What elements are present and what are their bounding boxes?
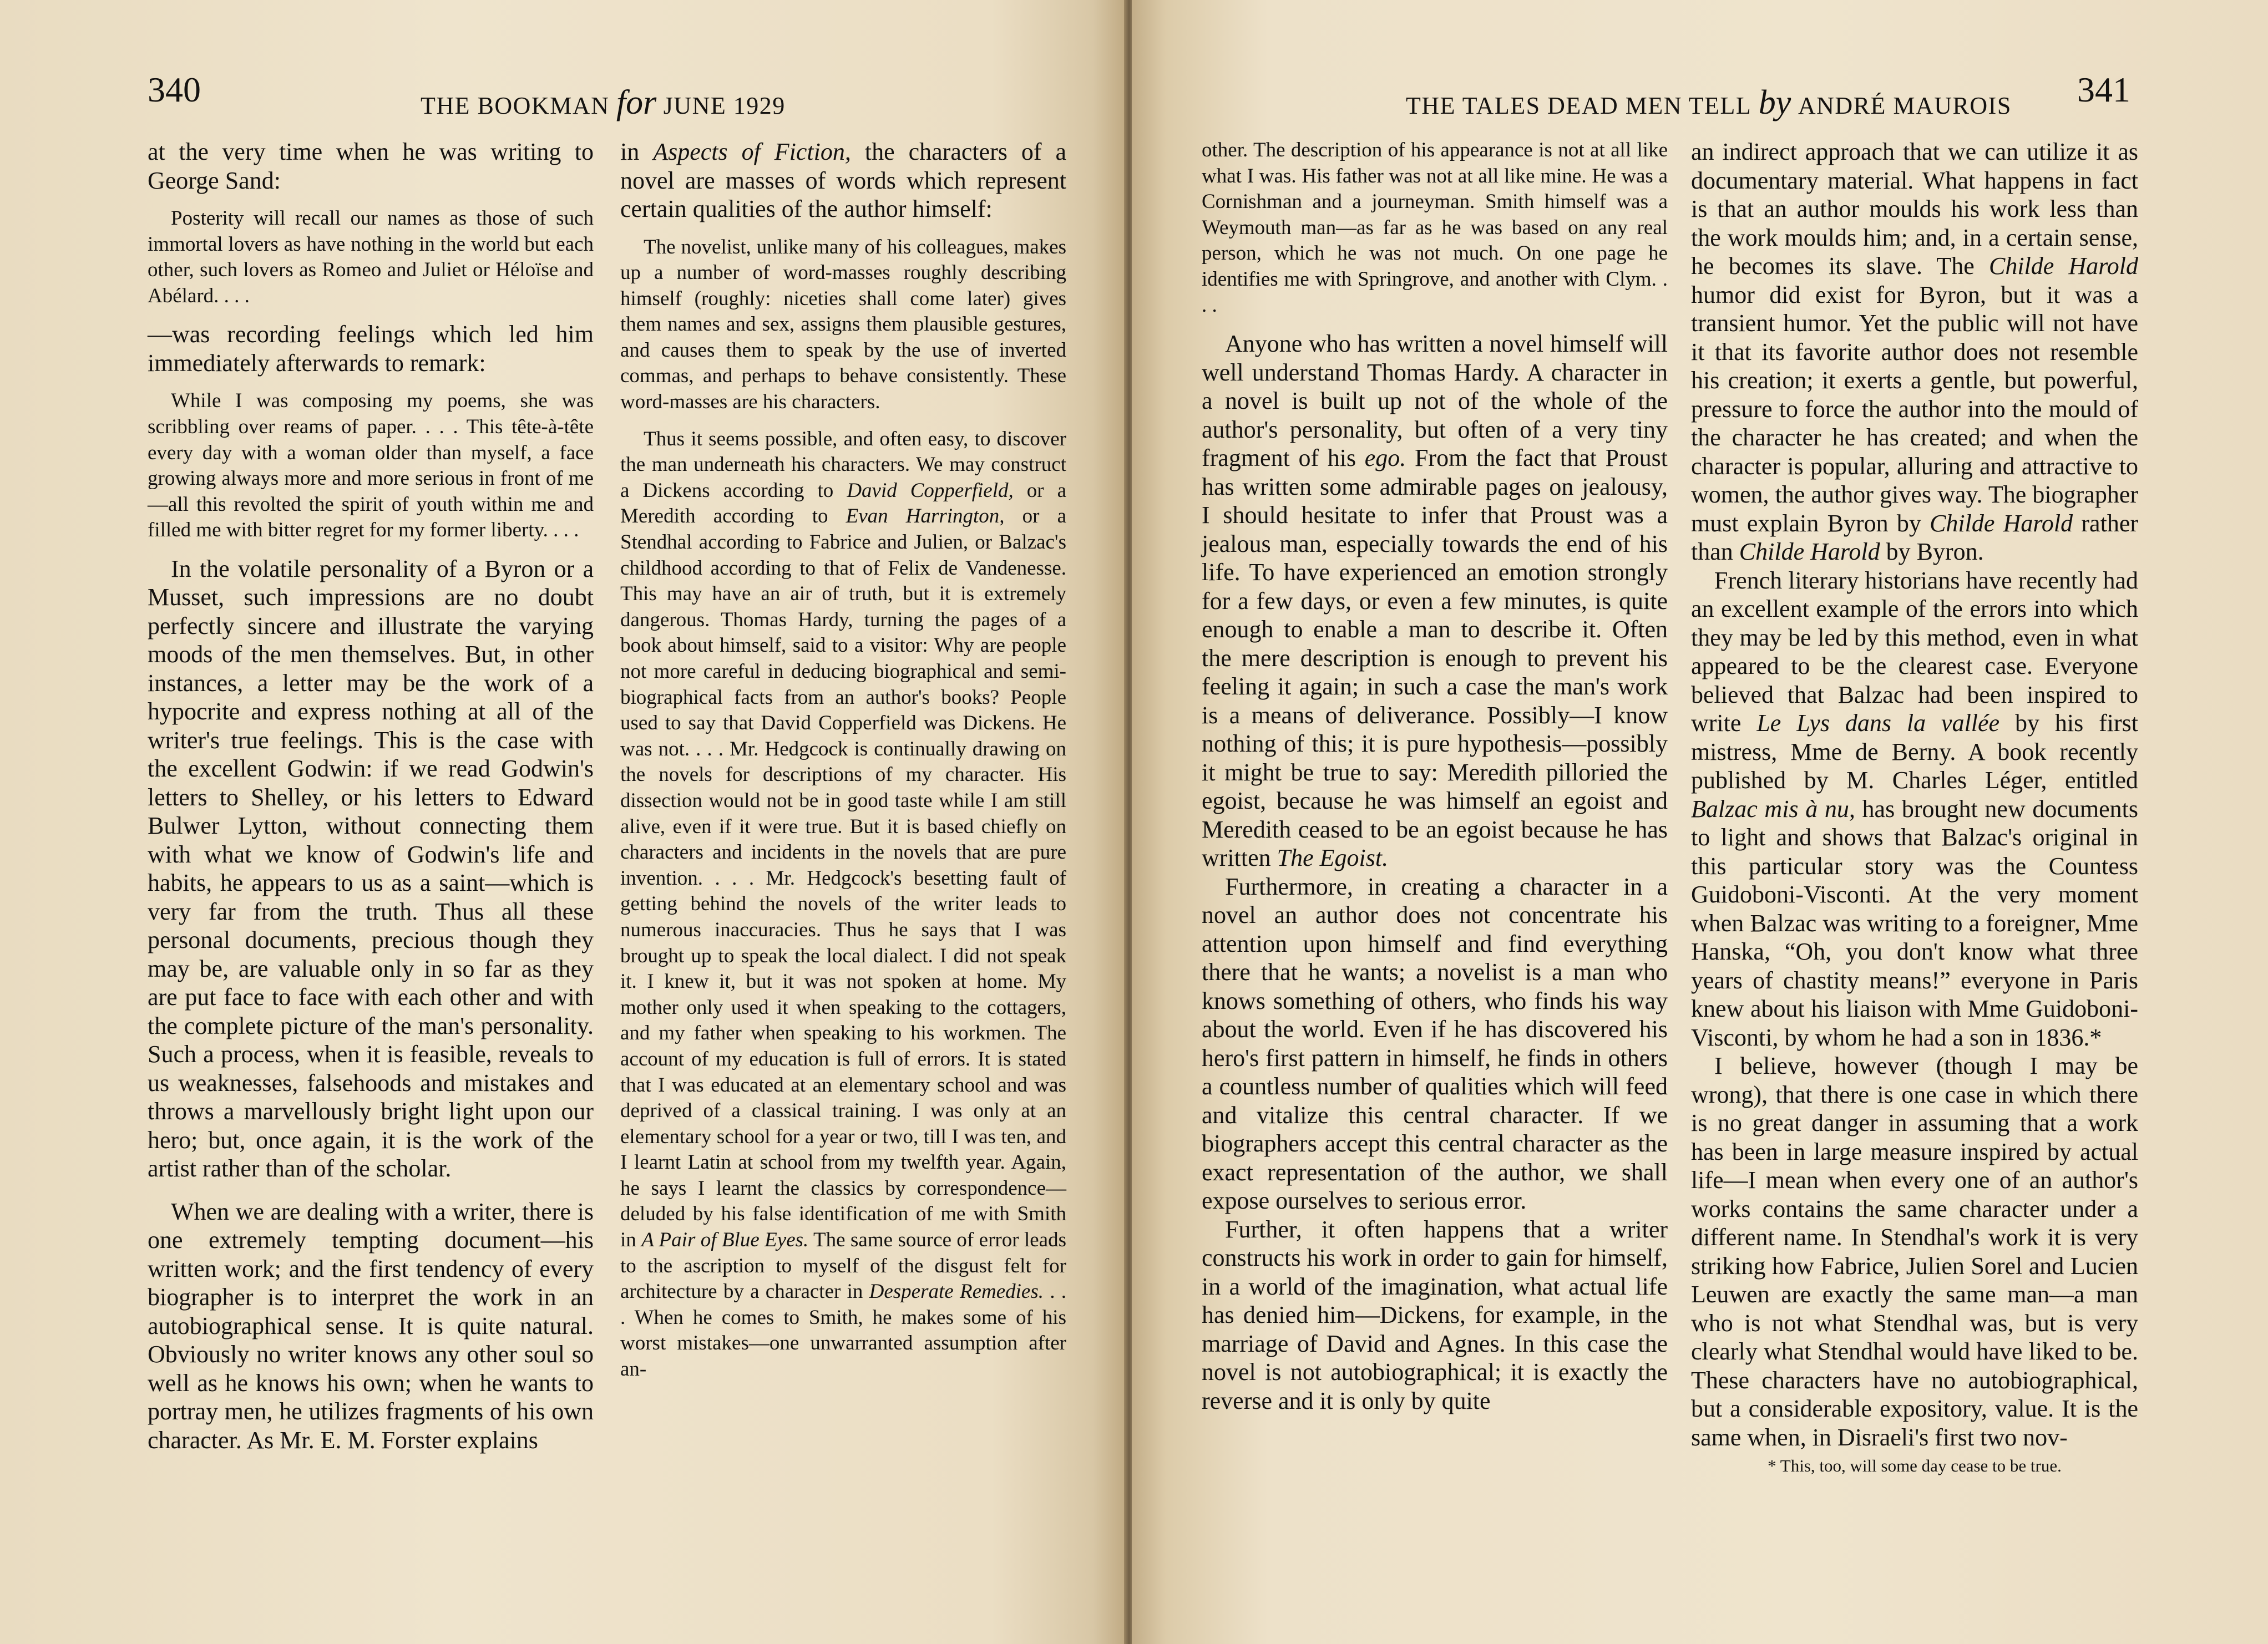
paragraph: Further, it often happens that a writer constructs his work in order to gain for himself, in a world of the imagination, what actual life has denied him—Dickens, for example, in the marriage of David and Agnes. In this case the novel is not autobiographical; it is exactly the reverse and it is only by quite: [1202, 1215, 1668, 1414]
book-title: Aspects of Fiction,: [653, 138, 851, 165]
paragraph: —was recording feelings which led him immediately afterwards to remark:: [148, 321, 594, 377]
footnote: * This, too, will some day cease to be true.: [1768, 1456, 2062, 1475]
text-column-2: [620, 138, 1066, 1394]
left-page: [0, 0, 1126, 1644]
paragraph: French literary historians have recently had an excellent example of the errors into which they may be led by this method, even in what appeared to be the clearest case. Everyone believed that Balzac had been inspired to write Le Lys dans la vallée by his first mistress, Mme de Berny. A book recently published by M. Charles Léger, entitled Balzac mis à nu, has brought new documents to light and shows that Balzac's original in this particular story was the Countess Guidoboni-Visconti. At the very moment when Balzac was writing to a foreigner, Mme Hanska, “Oh, you don't know what three years of chastity means!” everyone in Paris knew about his liaison with Mme Guidoboni-Visconti, by whom he had a son in 1836.*: [1691, 566, 2139, 1051]
page-number: 340: [148, 70, 201, 109]
page-number: 341: [2077, 70, 2130, 109]
book-title: Childe Harold: [1930, 509, 2073, 537]
running-head-date: JUNE 1929: [663, 92, 786, 119]
book-title: David Copperfield,: [847, 479, 1014, 502]
book-title: Evan Harrington,: [846, 505, 1005, 528]
paragraph: Furthermore, in creating a character in a novel an author does not concentrate his attention upon himself and find everything there that he wants; a novelist is a man who knows something of others, who finds his way about the world. Even if he has discovered his hero's first pattern in himself, he finds in others a countless number of qualities which will feed and vitalize this central character. If we biographers accept this central character as the exact representation of the author, we shall expose ourselves to serious error.: [1202, 872, 1668, 1215]
right-page: [1132, 0, 2268, 1644]
paragraph: I believe, however (though I may be wrong), that there is one case in which there is no great danger in assuming that a work has been in large measure inspired by actual life—I mean when every one of an author's works contains the same character under a different name. In Stendhal's work it is very striking how Fabrice, Julien Sorel and Lucien Leuwen are exactly the same man—a man who is not what Stendhal was, but is very clearly what Stendhal would have liked to be. These characters have no autobiographical, but a considerable expository, value. It is the same when, in Disraeli's first two nov-: [1691, 1052, 2138, 1451]
running-head-title: THE TALES DEAD MEN TELL: [1406, 92, 1752, 119]
text-column-2: [1691, 138, 2138, 1480]
block-quote: other. The description of his appearance is not at all like what I was. His father was not at all like mine. He was a Cornishman and a journeyman. Smith himself was a Weymouth man—as far as he was based on any real person, which he was not much. On one page he identifies me with Springrove, and another with Clym. . . .: [1202, 139, 1668, 317]
running-head: [421, 83, 786, 123]
book-title: Childe Harold: [1988, 252, 2138, 280]
book-title: A Pair of Blue Eyes.: [641, 1229, 809, 1252]
paragraph: in Aspects of Fiction, the characters of a novel are masses of words which represent certain qualities of the author himself:: [620, 138, 1067, 222]
emphasis: ego.: [1364, 444, 1406, 472]
running-head-title: THE BOOKMAN: [421, 92, 610, 119]
paragraph: Anyone who has written a novel himself will well understand Thomas Hardy. A character in a novel is built up not of the whole of the author's personality, but often of a very tiny fragment of his ego. From the fact that Proust has written some admirable pages on jealousy, I should hesitate to infer that Proust was a jealous man, especially towards the end of his life. To have experienced an emotion strongly for a few days, or even a few minutes, is quite enough to enable a man to describe it. Often the mere description is enough to prevent his feeling it again; in such a case the man's work is a means of deliverance. Possibly—I know nothing of this; it is pure hypothesis—possibly it might be true to say: Meredith pilloried the egoist, because he was himself an egoist and Meredith ceased to be an egoist because he has written The Egoist.: [1202, 330, 1668, 872]
running-head: [1406, 83, 2012, 123]
book-title: Balzac mis à nu,: [1691, 795, 1855, 823]
block-quote: The novelist, unlike many of his colleagues, makes up a number of word-masses roughly describing himself (roughly: niceties shall come later) gives them names and sex, assigns them plausible gestures, and causes them to speak by the use of inverted commas, and perhaps to behave consistently. These word-masses are his characters.: [620, 235, 1066, 414]
book-title: The Egoist.: [1277, 844, 1389, 872]
book-title: Desperate Remedies.: [869, 1280, 1044, 1303]
block-quote: Thus it seems possible, and often easy, to discover the man underneath his characters. We may construct a Dickens according to David Copperfield, or a Meredith according to Evan Harrington, or a Stendhal according to Fabrice and Julien, or Balzac's childhood according to that of Felix de Vandenesse. This may have an air of truth, but it is extremely dangerous. Thomas Hardy, turning the pages of a book about himself, said to a visitor: Why are people not more careful in deducing biographical and semi-biographical facts from an author's books? People used to say that David Copperfield was Dickens. He was not. . . . Mr. Hedgcock is continually drawing on the novels for descriptions of my character. His dissection would not be in good taste while I am still alive, even if it were true. But it is based chiefly on characters and incidents in the novels that are pure invention. . . . Mr. Hedgcock's besetting fault of getting behind the novels of the writer leads to numerous inaccuracies. Thus he says that I was brought up to speak the local dialect. I did not speak it. I knew it, but it was not spoken at home. My mother only used it when speaking to the cottagers, and my father when speaking to his workmen. The account of my education is full of errors. It is stated that I was educated at an elementary school and was deprived of a classical training. I was only at an elementary school for a year or two, till I was ten, and I learnt Latin at school from my twelfth year. Again, he says I learnt the classics by correspondence—deluded by his false identification of me with Smith in A Pair of Blue Eyes. The same source of error leads to the ascription to myself of the disgust felt for architecture by a character in Desperate Remedies. . . . When he comes to Smith, he makes some of his worst mistakes—one unwarranted assumption after an-: [620, 427, 1067, 1381]
book-title: Le Lys dans la vallée: [1756, 709, 2000, 737]
paragraph: In the volatile personality of a Byron or a Musset, such impressions are no doubt perfectly sincere and illustrate the varying moods of the men themselves. But, in other instances, a letter may be the work of a hypocrite and express nothing at all of the writer's true feelings. This is the case with the excellent Godwin: if we read Godwin's letters to Shelley, or his letters to Edward Bulwer Lytton, without connecting them with what we know of Godwin's life and habits, he appears to us as a saint—which is very far from the truth. Thus all these personal documents, precious though they may be, are valuable only in so far as they are put face to face with each other and with the complete picture of the man's personality. Such a process, when it is feasible, reveals to us weaknesses, falsehoods and mistakes and throws a marvellously bright light upon our hero; but, once again, it is the work of the artist rather than of the scholar.: [148, 555, 594, 1183]
block-quote: While I was composing my poems, she was scribbling over reams of paper. . . . This tête-à-tête every day with a woman older than myself, a face growing always more and more serious in front of me—all this revolted the spirit of youth within me and filled me with bitter regret for my former liberty. . . .: [148, 389, 594, 542]
running-head-author: ANDRÉ MAUROIS: [1798, 92, 2012, 119]
paragraph: an indirect approach that we can utilize it as documentary material. What happens in fact is that an author moulds his work less than the work moulds him; and, in a certain sense, he becomes its slave. The Childe Harold humor did exist for Byron, but it was a transient humor. Yet the public will not have it that its favorite author does not resemble his creation; it exerts a gentle, but powerful, pressure to force the author into the mould of the character he has created; and when the character is popular, alluring and attractive to women, the author gives way. The biographer must explain Byron by Childe Harold rather than Childe Harold by Byron.: [1691, 138, 2138, 565]
running-head-italic: for: [616, 84, 657, 121]
paragraph: at the very time when he was writing to George Sand:: [148, 138, 594, 194]
block-quote: Posterity will recall our names as those of such immortal lovers as have nothing in the world but each other, such lovers as Romeo and Juliet or Héloïse and Abélard. . . .: [148, 207, 594, 307]
book-title: Childe Harold: [1739, 538, 1880, 565]
text-column-1: [1202, 138, 1668, 1415]
text-column-1: [148, 138, 594, 1454]
running-head-italic: by: [1758, 84, 1791, 121]
paragraph: When we are dealing with a writer, there is one extremely tempting document—his written work; and the first tendency of every biographer is to interpret the work in an autobiographical sense. It is quite natural. Obviously no writer knows any other soul so well as he knows his own; when he wants to portray men, he utilizes fragments of his own character. As Mr. E. M. Forster explains: [148, 1198, 594, 1454]
